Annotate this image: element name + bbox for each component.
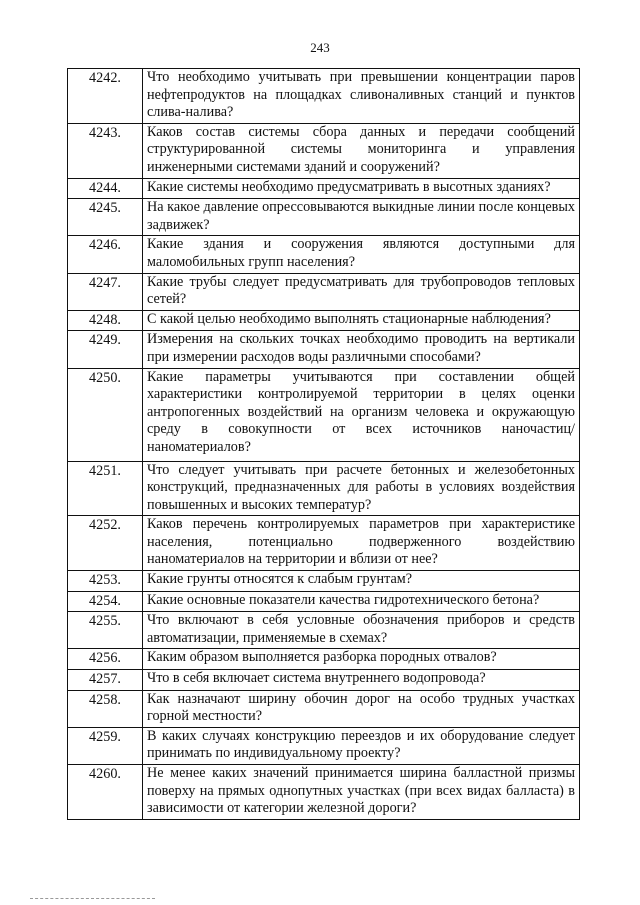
question-text: Какие грунты относятся к слабым грунтам? (143, 571, 580, 592)
question-text: Как назначают ширину обочин дорог на особо трудных участках горной местности? (143, 690, 580, 727)
question-number: 4249. (68, 331, 143, 368)
question-text: Какие системы необходимо предусматривать в высотных зданиях? (143, 178, 580, 199)
question-text: На какое давление опрессовываются выкидные линии после концевых задвижек? (143, 199, 580, 236)
question-number: 4248. (68, 310, 143, 331)
question-text: Каков перечень контролируемых параметров при характеристике населения, потенциально подверженного воздействию наноматериалов на территории и вблизи от нее? (143, 516, 580, 571)
table-row (68, 310, 580, 331)
question-number: 4246. (68, 236, 143, 273)
question-number: 4260. (68, 765, 143, 820)
table-row (68, 236, 580, 273)
footer-divider (30, 898, 155, 899)
table-row (68, 591, 580, 612)
question-number: 4247. (68, 273, 143, 310)
question-number: 4259. (68, 727, 143, 764)
question-text: Что включают в себя условные обозначения приборов и средств автоматизации, применяемые в схемах? (143, 612, 580, 649)
questions-table (67, 68, 580, 820)
table-row (68, 178, 580, 199)
table-row (68, 765, 580, 820)
question-text: Что необходимо учитывать при превышении концентрации паров нефтепродуктов на площадках сливоналивных станций и пунктов слива-налива? (143, 69, 580, 124)
question-text: С какой целью необходимо выполнять стационарные наблюдения? (143, 310, 580, 331)
question-text: Что в себя включает система внутреннего водопровода? (143, 670, 580, 691)
question-number: 4245. (68, 199, 143, 236)
question-number: 4252. (68, 516, 143, 571)
question-text: Какие параметры учитываются при составлении общей характеристики контролируемой территории в целях оценки антропогенных воздействий на организм человека и окружающую среду в совокупности от всех источников наночастиц/наноматериалов? (143, 368, 580, 461)
table-row (68, 670, 580, 691)
question-number: 4255. (68, 612, 143, 649)
question-text: Какие основные показатели качества гидротехнического бетона? (143, 591, 580, 612)
table-row (68, 331, 580, 368)
table-row (68, 727, 580, 764)
question-number: 4254. (68, 591, 143, 612)
question-number: 4243. (68, 123, 143, 178)
question-text: В каких случаях конструкцию переездов и их оборудование следует принимать по индивидуальному проекту? (143, 727, 580, 764)
question-number: 4251. (68, 461, 143, 516)
table-row (68, 516, 580, 571)
question-text: Что следует учитывать при расчете бетонных и железобетонных конструкций, предназначенных для работы в условиях воздействия повышенных и высоких температур? (143, 461, 580, 516)
table-row (68, 612, 580, 649)
question-text: Какие здания и сооружения являются доступными для маломобильных групп населения? (143, 236, 580, 273)
question-number: 4250. (68, 368, 143, 461)
table-row (68, 690, 580, 727)
table-row (68, 571, 580, 592)
question-number: 4244. (68, 178, 143, 199)
question-text: Не менее каких значений принимается ширина балластной призмы поверху на прямых однопутных участках (при всех видах балласта) в зависимости от категории железной дороги? (143, 765, 580, 820)
question-number: 4258. (68, 690, 143, 727)
question-number: 4253. (68, 571, 143, 592)
table-row (68, 123, 580, 178)
question-number: 4257. (68, 670, 143, 691)
table-row (68, 69, 580, 124)
table-row (68, 461, 580, 516)
table-row (68, 199, 580, 236)
question-number: 4256. (68, 649, 143, 670)
question-number: 4242. (68, 69, 143, 124)
page-number: 243 (310, 40, 330, 55)
table-row (68, 273, 580, 310)
table-row (68, 368, 580, 461)
question-text: Измерения на скольких точках необходимо проводить на вертикали при измерении расходов воды различными способами? (143, 331, 580, 368)
question-text: Каков состав системы сбора данных и передачи сообщений структурированной системы мониторинга и управления инженерными системами зданий и сооружений? (143, 123, 580, 178)
question-text: Какие трубы следует предусматривать для трубопроводов тепловых сетей? (143, 273, 580, 310)
question-text: Каким образом выполняется разборка породных отвалов? (143, 649, 580, 670)
table-row (68, 649, 580, 670)
